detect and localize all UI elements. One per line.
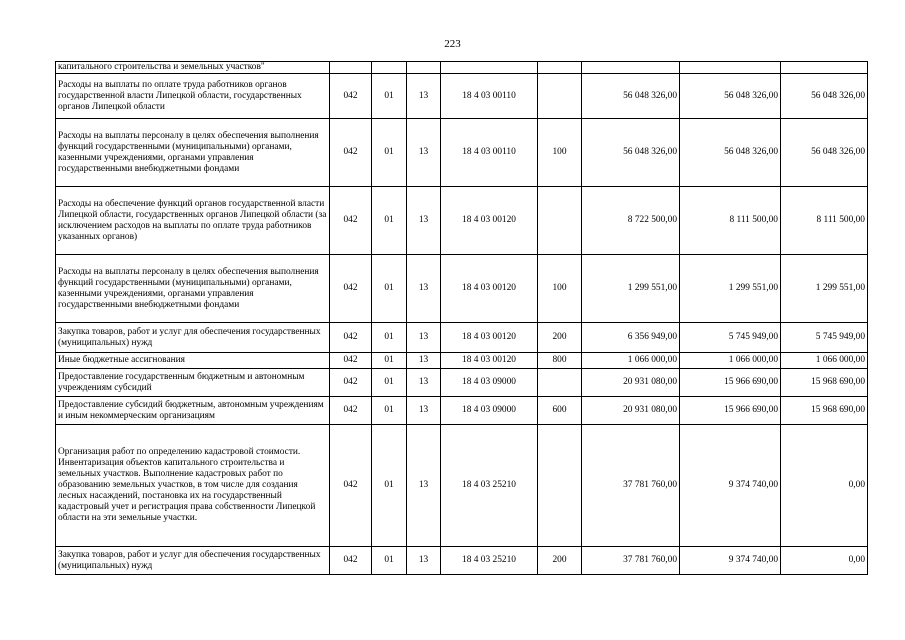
section-code: 01 bbox=[372, 119, 407, 187]
table-row bbox=[56, 369, 868, 397]
subsection-code: 13 bbox=[407, 547, 441, 575]
page-number: 223 bbox=[444, 38, 461, 50]
subsection-code: 13 bbox=[407, 425, 441, 547]
sum-1: 20 931 080,00 bbox=[582, 369, 680, 397]
sum-3: 0,00 bbox=[781, 425, 868, 547]
ved-code: 042 bbox=[330, 119, 372, 187]
target-article-code: 18 4 03 00110 bbox=[441, 119, 538, 187]
empty-cell bbox=[372, 62, 407, 74]
empty-cell bbox=[781, 62, 868, 74]
section-code: 01 bbox=[372, 353, 407, 369]
sum-3: 15 968 690,00 bbox=[781, 397, 868, 425]
section-code: 01 bbox=[372, 369, 407, 397]
expense-type-code: 100 bbox=[538, 119, 582, 187]
table-row bbox=[56, 187, 868, 255]
empty-cell bbox=[582, 62, 680, 74]
section-code: 01 bbox=[372, 187, 407, 255]
sum-3: 56 048 326,00 bbox=[781, 74, 868, 119]
section-code: 01 bbox=[372, 323, 407, 353]
ved-code: 042 bbox=[330, 323, 372, 353]
subsection-code: 13 bbox=[407, 119, 441, 187]
expense-type-code bbox=[538, 187, 582, 255]
subsection-code: 13 bbox=[407, 323, 441, 353]
sum-2: 5 745 949,00 bbox=[680, 323, 781, 353]
sum-1: 37 781 760,00 bbox=[582, 547, 680, 575]
sum-1: 20 931 080,00 bbox=[582, 397, 680, 425]
target-article-code: 18 4 03 25210 bbox=[441, 547, 538, 575]
sum-3: 5 745 949,00 bbox=[781, 323, 868, 353]
row-name: Расходы на обеспечение функций органов государственной власти Липецкой области, государственных органов Липецкой области (за исключением расходов на выплаты по оплате труда работников указанных органов) bbox=[56, 187, 330, 255]
row-name: Расходы на выплаты персоналу в целях обеспечения выполнения функций государственными (муниципальными) органами, казенными учреждениями, органами управления государственными внебюджетными фондами bbox=[56, 255, 330, 323]
target-article-code: 18 4 03 09000 bbox=[441, 397, 538, 425]
sum-1: 6 356 949,00 bbox=[582, 323, 680, 353]
target-article-code: 18 4 03 00120 bbox=[441, 353, 538, 369]
subsection-code: 13 bbox=[407, 255, 441, 323]
subsection-code: 13 bbox=[407, 369, 441, 397]
table-row bbox=[56, 323, 868, 353]
sum-2: 8 111 500,00 bbox=[680, 187, 781, 255]
sum-2: 56 048 326,00 bbox=[680, 119, 781, 187]
expense-type-code: 100 bbox=[538, 255, 582, 323]
ved-code: 042 bbox=[330, 397, 372, 425]
ved-code: 042 bbox=[330, 369, 372, 397]
empty-cell bbox=[538, 62, 582, 74]
subsection-code: 13 bbox=[407, 74, 441, 119]
expense-type-code: 800 bbox=[538, 353, 582, 369]
subsection-code: 13 bbox=[407, 397, 441, 425]
ved-code: 042 bbox=[330, 187, 372, 255]
table-row bbox=[56, 425, 868, 547]
sum-2: 15 966 690,00 bbox=[680, 369, 781, 397]
target-article-code: 18 4 03 00120 bbox=[441, 323, 538, 353]
target-article-code: 18 4 03 00120 bbox=[441, 187, 538, 255]
row-name: Закупка товаров, работ и услуг для обеспечения государственных (муниципальных) нужд bbox=[56, 547, 330, 575]
ved-code: 042 bbox=[330, 353, 372, 369]
sum-1: 56 048 326,00 bbox=[582, 119, 680, 187]
target-article-code: 18 4 03 25210 bbox=[441, 425, 538, 547]
expense-type-code: 200 bbox=[538, 547, 582, 575]
sum-3: 8 111 500,00 bbox=[781, 187, 868, 255]
empty-cell bbox=[330, 62, 372, 74]
subsection-code: 13 bbox=[407, 353, 441, 369]
table-row bbox=[56, 397, 868, 425]
table-row bbox=[56, 255, 868, 323]
sum-2: 9 374 740,00 bbox=[680, 547, 781, 575]
sum-2: 9 374 740,00 bbox=[680, 425, 781, 547]
ved-code: 042 bbox=[330, 547, 372, 575]
empty-cell bbox=[680, 62, 781, 74]
sum-2: 1 066 000,00 bbox=[680, 353, 781, 369]
row-name: Расходы на выплаты по оплате труда работников органов государственной власти Липецкой области, государственных органов Липецкой области bbox=[56, 74, 330, 119]
expense-type-code bbox=[538, 425, 582, 547]
table-row bbox=[56, 119, 868, 187]
row-name: Предоставление субсидий бюджетным, автономным учреждениям и иным некоммерческим организациям bbox=[56, 397, 330, 425]
empty-cell bbox=[441, 62, 538, 74]
ved-code: 042 bbox=[330, 425, 372, 547]
sum-3: 56 048 326,00 bbox=[781, 119, 868, 187]
section-code: 01 bbox=[372, 255, 407, 323]
table-row bbox=[56, 62, 868, 74]
section-code: 01 bbox=[372, 397, 407, 425]
sum-1: 37 781 760,00 bbox=[582, 425, 680, 547]
expense-type-code bbox=[538, 74, 582, 119]
row-name: Закупка товаров, работ и услуг для обеспечения государственных (муниципальных) нужд bbox=[56, 323, 330, 353]
sum-2: 15 966 690,00 bbox=[680, 397, 781, 425]
sum-3: 0,00 bbox=[781, 547, 868, 575]
expense-type-code: 600 bbox=[538, 397, 582, 425]
section-code: 01 bbox=[372, 425, 407, 547]
sum-1: 1 299 551,00 bbox=[582, 255, 680, 323]
sum-1: 56 048 326,00 bbox=[582, 74, 680, 119]
table-row bbox=[56, 353, 868, 369]
budget-table bbox=[55, 61, 868, 575]
section-code: 01 bbox=[372, 547, 407, 575]
target-article-code: 18 4 03 09000 bbox=[441, 369, 538, 397]
sum-3: 15 968 690,00 bbox=[781, 369, 868, 397]
ved-code: 042 bbox=[330, 74, 372, 119]
sum-3: 1 066 000,00 bbox=[781, 353, 868, 369]
row-name: капитального строительства и земельных участков" bbox=[56, 62, 330, 74]
section-code: 01 bbox=[372, 74, 407, 119]
subsection-code: 13 bbox=[407, 187, 441, 255]
sum-2: 1 299 551,00 bbox=[680, 255, 781, 323]
row-name: Предоставление государственным бюджетным и автономным учреждениям субсидий bbox=[56, 369, 330, 397]
empty-cell bbox=[407, 62, 441, 74]
ved-code: 042 bbox=[330, 255, 372, 323]
sum-3: 1 299 551,00 bbox=[781, 255, 868, 323]
sum-1: 1 066 000,00 bbox=[582, 353, 680, 369]
row-name: Расходы на выплаты персоналу в целях обеспечения выполнения функций государственными (муниципальными) органами, казенными учреждениями, органами управления государственными внебюджетными фондами bbox=[56, 119, 330, 187]
row-name: Организация работ по определению кадастровой стоимости. Инвентаризация объектов капитального строительства и земельных участков. Выполнение кадастровых работ по образованию земельных участков, в том числе для создания лесных насаждений, постановка их на государственный кадастровый учет и регистрация права собственности Липецкой области на эти земельные участки. bbox=[56, 425, 330, 547]
table-row bbox=[56, 547, 868, 575]
row-name: Иные бюджетные ассигнования bbox=[56, 353, 330, 369]
sum-2: 56 048 326,00 bbox=[680, 74, 781, 119]
expense-type-code: 200 bbox=[538, 323, 582, 353]
sum-1: 8 722 500,00 bbox=[582, 187, 680, 255]
table-row bbox=[56, 74, 868, 119]
target-article-code: 18 4 03 00120 bbox=[441, 255, 538, 323]
target-article-code: 18 4 03 00110 bbox=[441, 74, 538, 119]
expense-type-code bbox=[538, 369, 582, 397]
